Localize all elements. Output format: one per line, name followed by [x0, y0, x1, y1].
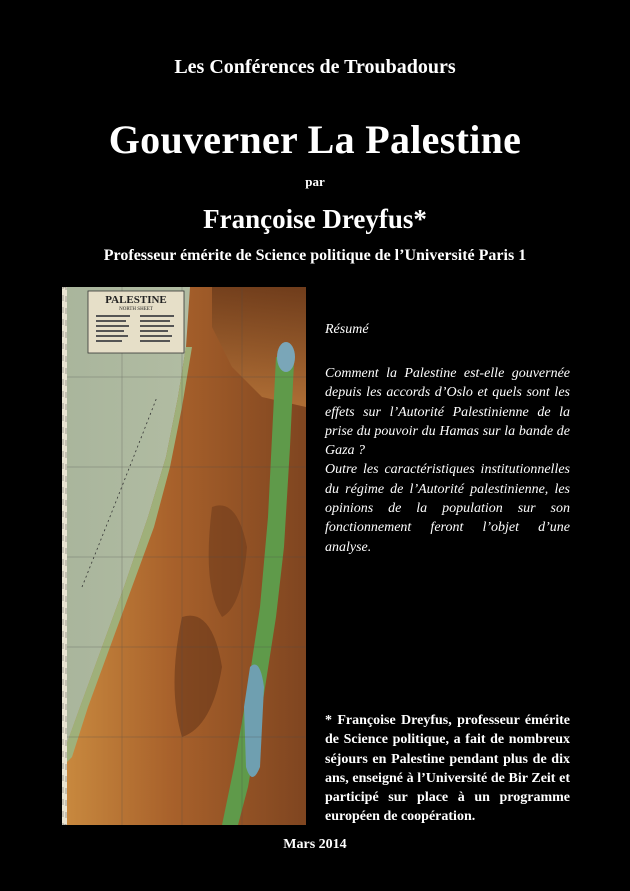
page-title: Gouverner La Palestine	[108, 117, 522, 162]
palestine-map-image	[62, 287, 306, 825]
series-title: Les Conférences de Troubadours	[174, 56, 456, 78]
publication-date: Mars 2014	[283, 837, 347, 852]
author-name: Françoise Dreyfus*	[203, 204, 427, 234]
author-affiliation: Professeur émérite de Science politique de l’Université Paris 1	[103, 247, 527, 264]
abstract-text	[325, 364, 570, 557]
by-label: par	[305, 174, 325, 189]
abstract-paragraph-2: Outre les caractéristiques institutionnelles du régime de l’Autorité palestinienne, les opinions de la population sur son fonctionnement feront l’objet d’une analyse.	[325, 462, 570, 555]
abstract-heading: Résumé	[325, 322, 369, 337]
author-note: * Françoise Dreyfus, professeur émérite de Science politique, a fait de nombreux séjours en Palestine pendant plus de dix ans, enseigné à l’Université de Bir Zeit et participé sur place à un programme européen de coopération.	[325, 713, 570, 825]
abstract-paragraph-1: Comment la Palestine est-elle gouvernée depuis les accords d’Oslo et quels sont les effets sur l’Autorité Palestinienne de la prise du pouvoir du Hamas sur la bande de Gaza ?	[325, 366, 570, 459]
map-subtitle: NORTH SHEET	[119, 307, 153, 312]
map-title: PALESTINE	[105, 294, 167, 306]
